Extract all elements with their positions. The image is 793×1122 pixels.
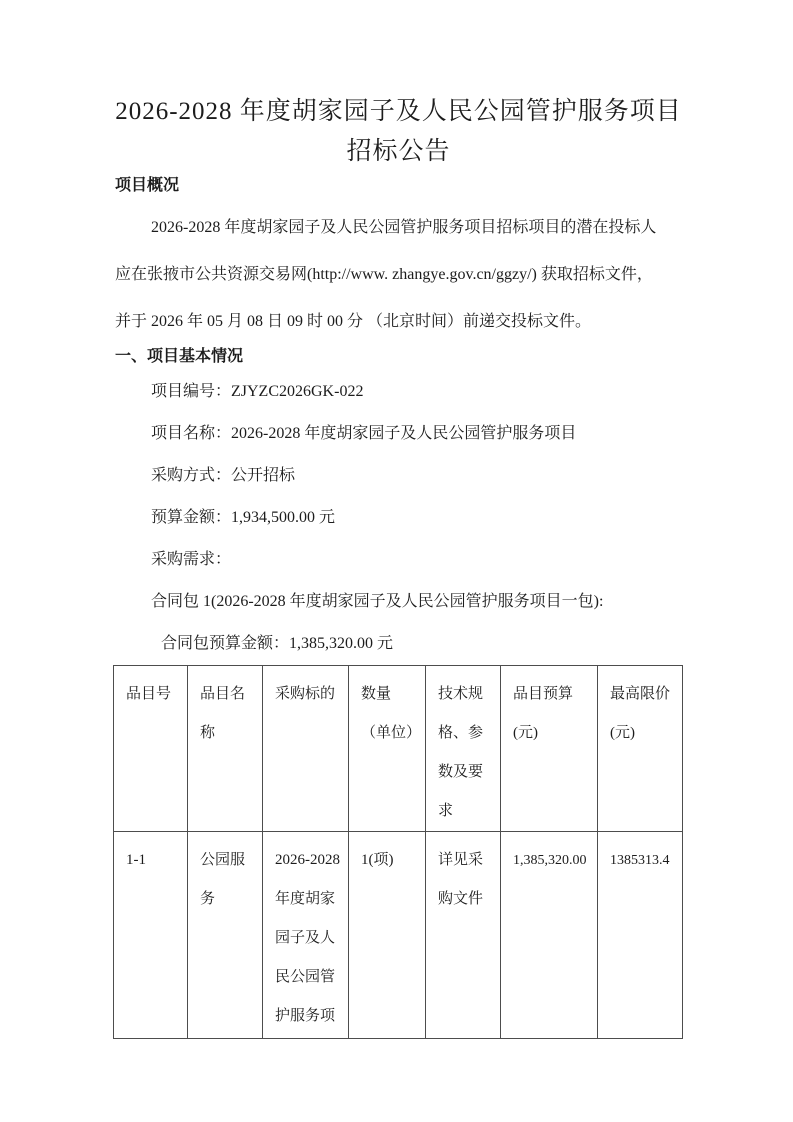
items-table <box>113 665 683 1039</box>
header-max-price: 最高限价(元) <box>598 666 683 832</box>
cell-item-no: 1-1 <box>114 832 188 1039</box>
field-contract-package: 合同包 1(2026-2028 年度胡家园子及人民公园管护服务项目一包): <box>151 593 604 610</box>
items-table-header-row <box>114 666 683 832</box>
header-tech-spec: 技术规格、参数及要求 <box>426 666 501 832</box>
header-quantity: 数量（单位） <box>349 666 426 832</box>
header-item-no: 品目号 <box>114 666 188 832</box>
header-procurement-target: 采购标的 <box>263 666 349 832</box>
field-budget-amount: 预算金额：1,934,500.00 元 <box>151 509 336 526</box>
overview-line-2: 应在张掖市公共资源交易网(http://www. zhangye.gov.cn/ggzy/) 获取招标文件， <box>115 266 653 283</box>
cell-max-price: 1385313.4 <box>598 832 683 1039</box>
field-package-budget: 合同包预算金额：1,385,320.00 元 <box>161 635 394 652</box>
field-procurement-demand: 采购需求： <box>151 551 232 568</box>
cell-quantity: 1(项) <box>349 832 426 1039</box>
document-title <box>115 92 682 172</box>
cell-item-budget: 1,385,320.00 <box>501 832 598 1039</box>
items-table-row <box>114 832 683 1039</box>
cell-tech-spec: 详见采购文件 <box>426 832 501 1039</box>
field-project-name: 项目名称：2026-2028 年度胡家园子及人民公园管护服务项目 <box>151 425 577 442</box>
basic-info-heading: 一、项目基本情况 <box>115 348 244 365</box>
overview-heading: 项目概况 <box>115 177 180 194</box>
overview-paragraph <box>115 204 682 345</box>
header-item-budget: 品目预算(元) <box>501 666 598 832</box>
overview-line-1: 2026-2028 年度胡家园子及人民公园管护服务项目招标项目的潜在投标人 <box>151 219 657 236</box>
cell-item-name: 公园服务 <box>188 832 263 1039</box>
header-item-name: 品目名称 <box>188 666 263 832</box>
cell-procurement-target: 2026-2028年度胡家园子及人民公园管护服务项 <box>263 832 349 1039</box>
basic-info-fields <box>115 371 682 665</box>
field-procurement-method: 采购方式：公开招标 <box>151 467 296 484</box>
document-title-line1: 2026-2028 年度胡家园子及人民公园管护服务项目 <box>115 98 682 125</box>
overview-line-3: 并于 2026 年 05 月 08 日 09 时 00 分 （北京时间）前递交投标文件。 <box>115 313 592 330</box>
document-title-line2: 招标公告 <box>346 138 451 165</box>
field-project-number: 项目编号：ZJYZC2026GK-022 <box>151 383 364 400</box>
